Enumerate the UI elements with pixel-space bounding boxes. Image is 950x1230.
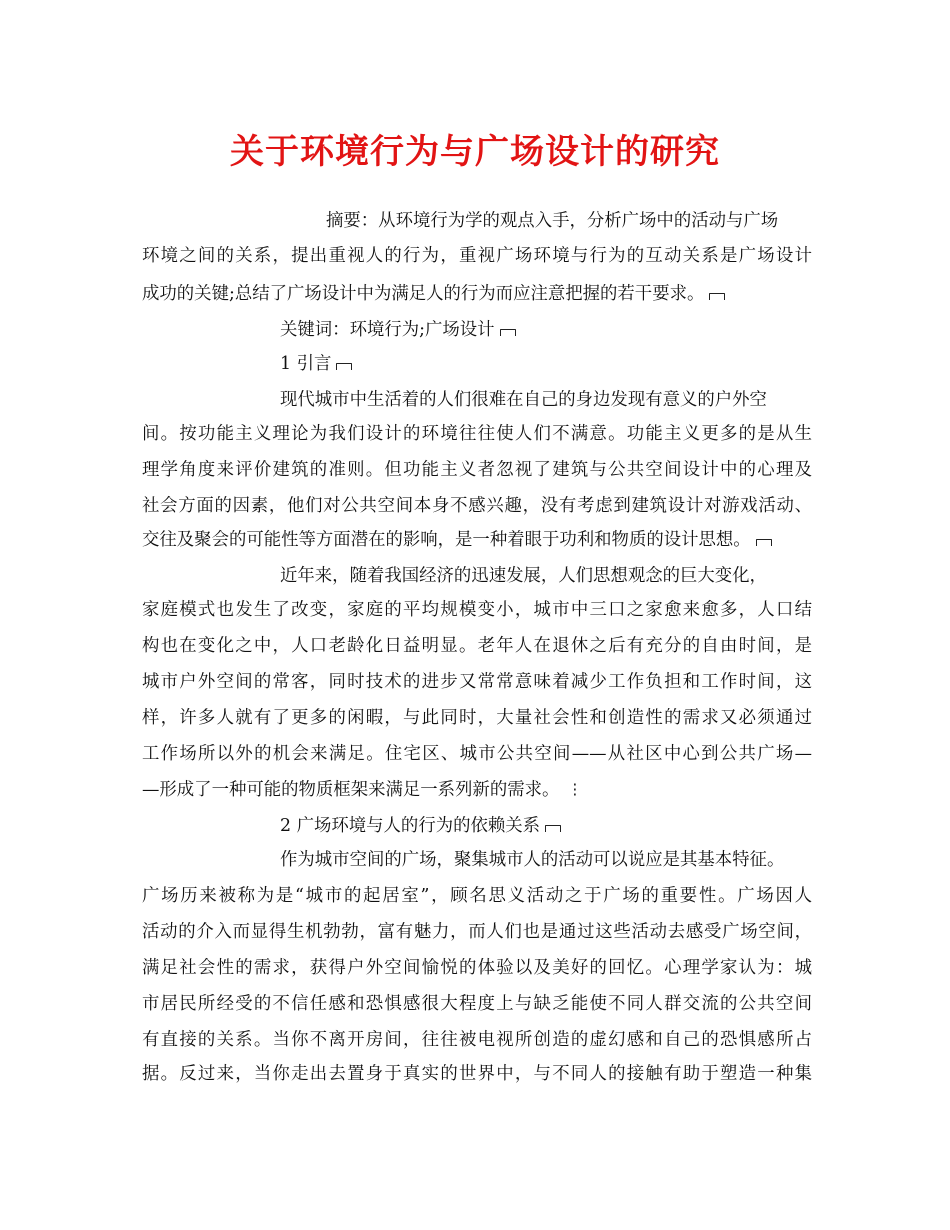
paragraph-mark-icon	[335, 360, 353, 370]
para-3-line-5: 市居民所经受的不信任感和恐惧感很大程度上与缺乏能使不同人群交流的公共空间	[142, 994, 812, 1014]
para-3-line-7: 据。反过来，当你走出去置身于真实的世界中，与不同人的接触有助于塑造一种集	[142, 1064, 812, 1084]
paragraph-mark-icon	[755, 536, 773, 546]
document-title: 关于环境行为与广场设计的研究	[230, 132, 720, 172]
paragraph-mark-icon	[544, 822, 562, 832]
para-3-line-2: 广场历来被称为是“城市的起居室”，顾名思义活动之于广场的重要性。广场因人	[142, 886, 812, 906]
para-1-line-3: 理学角度来评价建筑的准则。但功能主义者忽视了建筑与公共空间设计中的心理及	[142, 460, 812, 480]
trailing-mark: ⋮	[567, 780, 583, 798]
para-3-line-3: 活动的介入而显得生机勃勃，富有魅力，而人们也是通过这些活动去感受广场空间，	[142, 922, 812, 942]
para-2-line-4: 城市户外空间的常客，同时技术的进步又常常意味着减少工作负担和工作时间，这	[142, 672, 812, 692]
para-2-line-5: 样，许多人就有了更多的闲暇，与此同时，大量社会性和创造性的需求又必须通过	[142, 708, 812, 728]
para-2-line-3: 构也在变化之中，人口老龄化日益明显。老年人在退休之后有充分的自由时间，是	[142, 636, 812, 656]
para-1-line-1: 现代城市中生活着的人们很难在自己的身边发现有意义的户外空	[280, 390, 767, 410]
para-2-line-7: —形成了一种可能的物质框架来满足一系列新的需求。 ⋮	[142, 780, 583, 800]
para-3-line-4: 满足社会性的需求，获得户外空间愉悦的体验以及美好的回忆。心理学家认为：城	[142, 958, 812, 978]
para-2-line-2: 家庭模式也发生了改变，家庭的平均规模变小，城市中三口之家愈来愈多，人口结	[142, 600, 812, 620]
section-2-heading: 2 广场环境与人的行为的依赖关系	[280, 814, 812, 839]
paragraph-mark-icon	[499, 326, 517, 336]
para-2-line-1: 近年来，随着我国经济的迅速发展，人们思想观念的巨大变化，	[280, 566, 767, 586]
abstract-line-3: 成功的关键;总结了广场设计中为满足人的行为而应注意把握的若干要求。	[142, 282, 812, 307]
para-3-line-1: 作为城市空间的广场，聚集城市人的活动可以说应是其基本特征。	[280, 850, 785, 870]
section-1-heading: 1 引言	[280, 352, 812, 377]
para-1-line-5: 交往及聚会的可能性等方面潜在的影响，是一种着眼于功利和物质的设计思想。	[142, 528, 812, 553]
paragraph-mark-icon	[708, 290, 726, 300]
keywords-line: 关键词：环境行为;广场设计	[280, 318, 812, 343]
abstract-line-2: 环境之间的关系，提出重视人的行为，重视广场环境与行为的互动关系是广场设计	[142, 246, 812, 266]
abstract-line-1: 摘要：从环境行为学的观点入手，分析广场中的活动与广场	[326, 211, 779, 231]
para-1-line-4: 社会方面的因素，他们对公共空间本身不感兴趣，没有考虑到建筑设计对游戏活动、	[142, 496, 812, 516]
para-1-line-2: 间。按功能主义理论为我们设计的环境往往使人们不满意。功能主义更多的是从生	[142, 424, 812, 444]
para-3-line-6: 有直接的关系。当你不离开房间，往往被电视所创造的虚幻感和自己的恐惧感所占	[142, 1030, 812, 1050]
para-2-line-6: 工作场所以外的机会来满足。住宅区、城市公共空间——从社区中心到公共广场—	[142, 744, 812, 764]
